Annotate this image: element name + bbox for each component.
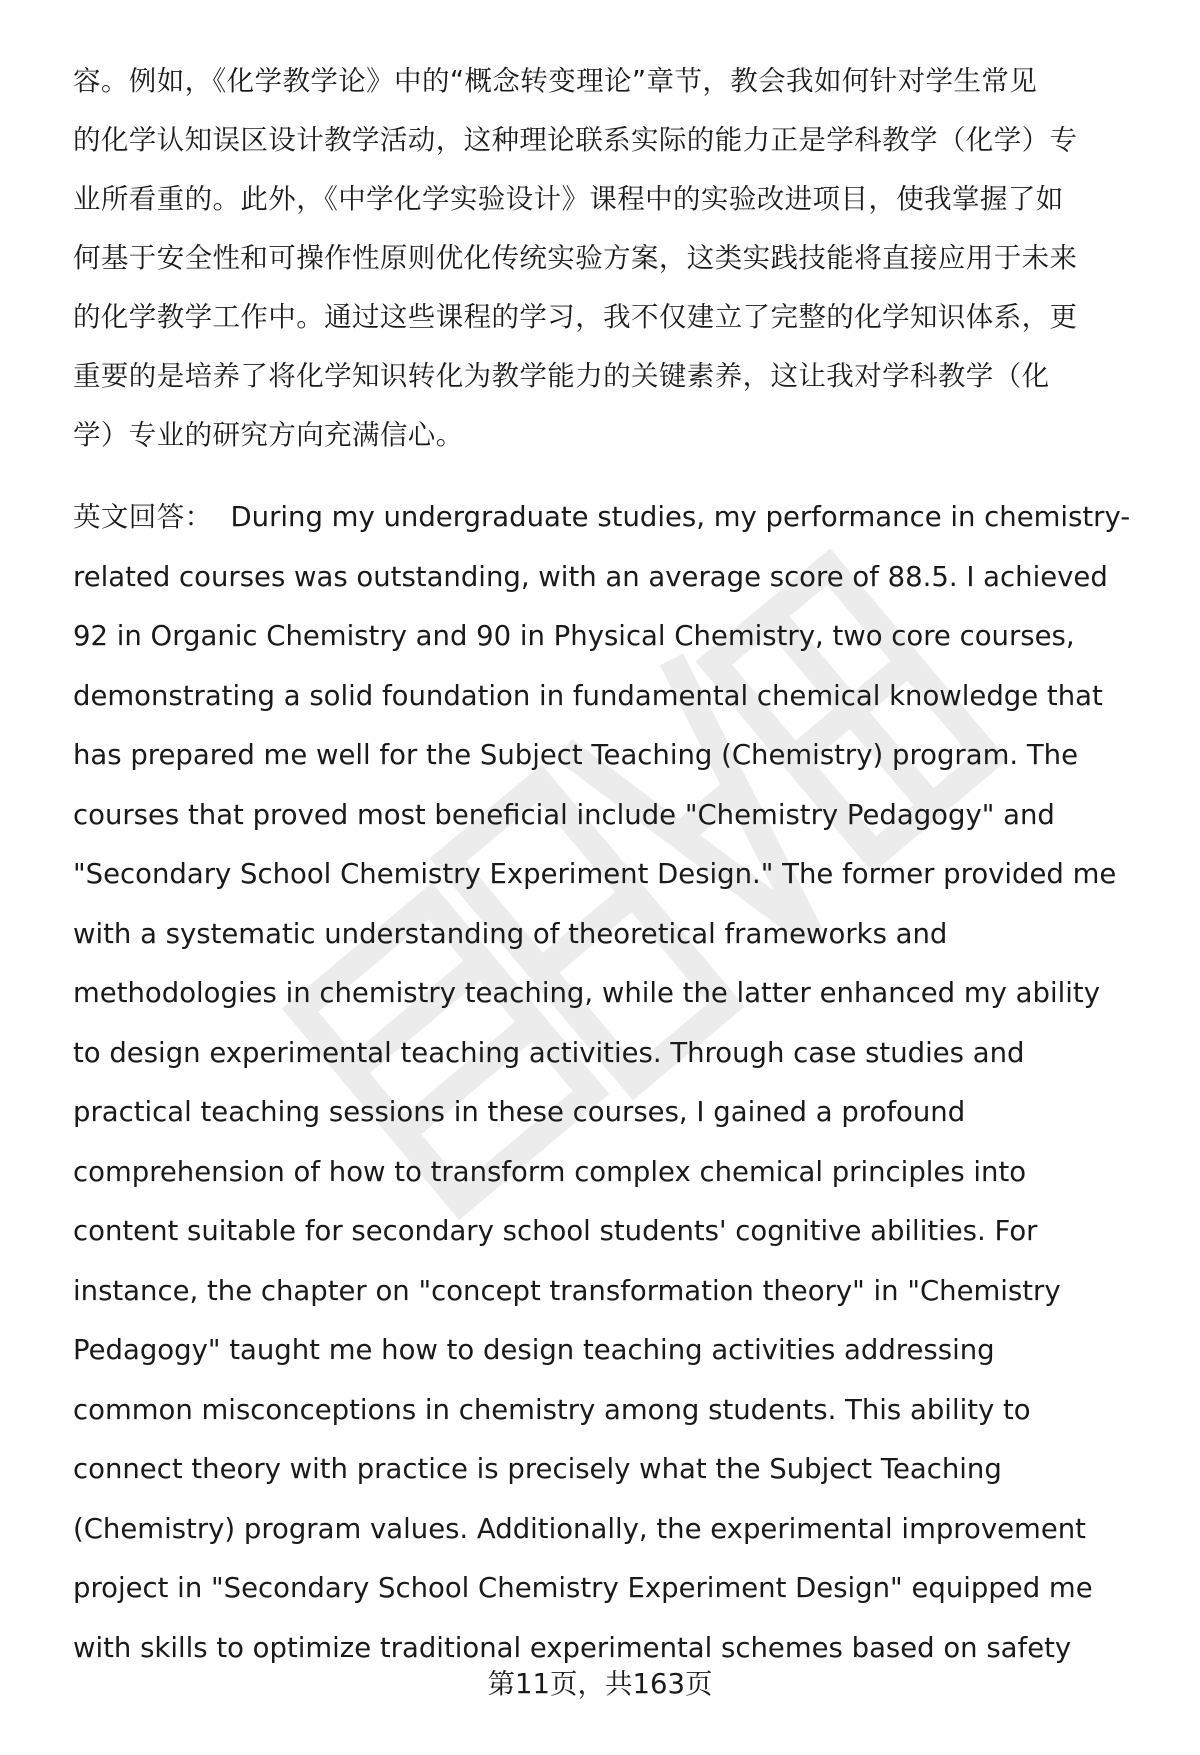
english-line: "Secondary School Chemistry Experiment Design." The former provided me bbox=[73, 858, 1117, 890]
english-line: (Chemistry) program values. Additionally, the experimental improvement bbox=[73, 1512, 1086, 1545]
chinese-line: 何基于安全性和可操作性原则优化传统实验方案，这类实践技能将直接应用于未来 bbox=[73, 242, 1078, 274]
english-line: Pedagogy" taught me how to design teaching activities addressing bbox=[73, 1334, 995, 1366]
english-line: instance, the chapter on "concept transformation theory" in "Chemistry bbox=[73, 1274, 1061, 1307]
english-line: with skills to optimize traditional experimental schemes based on safety bbox=[73, 1631, 1072, 1664]
english-line: demonstrating a solid foundation in fundamental chemical knowledge that bbox=[73, 679, 1103, 712]
english-line: to design experimental teaching activities. Through case studies and bbox=[73, 1036, 1025, 1069]
english-line: content suitable for secondary school students' cognitive abilities. For bbox=[73, 1215, 1038, 1247]
chinese-line: 的化学教学工作中。通过这些课程的学习，我不仅建立了完整的化学知识体系，更 bbox=[73, 301, 1078, 333]
english-answer-paragraph bbox=[73, 488, 1153, 1678]
english-line: project in "Secondary School Chemistry Experiment Design" equipped me bbox=[73, 1572, 1093, 1604]
english-first-line bbox=[73, 488, 1153, 548]
chinese-line: 的化学认知误区设计教学活动，这种理论联系实际的能力正是学科教学（化学）专 bbox=[73, 124, 1078, 156]
english-line: courses that proved most beneficial include "Chemistry Pedagogy" and bbox=[73, 798, 1055, 831]
english-answer-label: 英文回答： bbox=[73, 501, 213, 533]
english-line: with a systematic understanding of theoretical frameworks and bbox=[73, 917, 948, 950]
english-line: methodologies in chemistry teaching, while the latter enhanced my ability bbox=[73, 977, 1100, 1009]
chinese-line: 业所看重的。此外，《中学化学实验设计》课程中的实验改进项目，使我掌握了如 bbox=[73, 183, 1064, 215]
english-line: connect theory with practice is precisely what the Subject Teaching bbox=[73, 1453, 1002, 1485]
english-line: practical teaching sessions in these courses, I gained a profound bbox=[73, 1096, 966, 1128]
english-line: common misconceptions in chemistry among students. This ability to bbox=[73, 1393, 1031, 1426]
english-line: related courses was outstanding, with an average score of 88.5. I achieved bbox=[73, 560, 1108, 593]
chinese-line: 学）专业的研究方向充满信心。 bbox=[73, 419, 464, 451]
page-number-footer: 第11页，共163页 bbox=[487, 1668, 713, 1700]
chinese-line: 容。例如，《化学教学论》中的“概念转变理论”章节，教会我如何针对学生常见 bbox=[73, 65, 1038, 97]
chinese-line: 重要的是培养了将化学知识转化为教学能力的关键素养，这让我对学科教学（化 bbox=[73, 360, 1050, 392]
chinese-paragraph bbox=[73, 52, 1153, 465]
english-line: has prepared me well for the Subject Teaching (Chemistry) program. The bbox=[73, 739, 1078, 771]
english-line: comprehension of how to transform complex chemical principles into bbox=[73, 1155, 1027, 1188]
english-line: 92 in Organic Chemistry and 90 in Physical Chemistry, two core courses, bbox=[73, 620, 1075, 652]
document-body bbox=[73, 52, 1153, 1678]
english-line: During my undergraduate studies, my performance in chemistry- bbox=[230, 501, 1131, 533]
